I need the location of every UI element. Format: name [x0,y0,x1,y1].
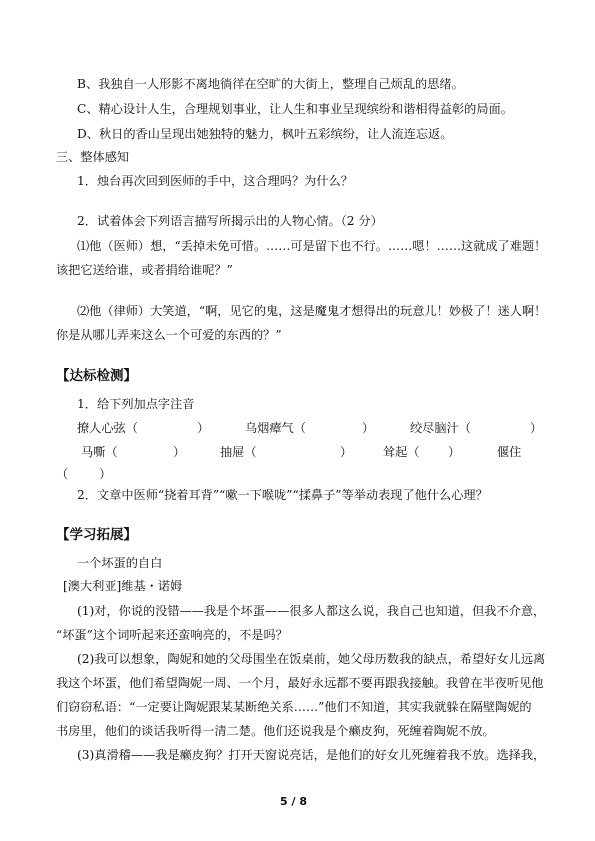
article-title: 一个坏蛋的自白 [77,556,163,570]
pinyin-item-1-close: ） [197,421,210,435]
section-3-question-2: 2．试着体会下列语言描写所揭示出的人物心情。（2 分） [77,214,383,228]
quote-lawyer-line-1: ⑵他（律师）大笑道，“啊，见它的鬼，这是魔鬼才想得出的玩意儿！妙极了！迷人啊！ [77,304,547,318]
article-author: [澳大利亚]维基・诺姆 [63,579,183,593]
pinyin-item-3-close: ） [530,421,543,435]
article-p2-line-4: 书房里，他们的谈话我听得一清二楚。他们还说我是个癞皮狗，死缠着陶妮不放。 [56,724,495,738]
quote-doctor-line-2: 该把它送给谁，或者捐给谁呢？” [56,263,233,277]
pinyin-item-6-close: ） [448,445,461,459]
pinyin-item-2-close: ） [362,421,375,435]
article-p3-line-1: (3)真滑稽——我是癞皮狗？打开天窗说亮话，是他们的好女儿死缠着我不放。选择我， [77,748,546,762]
quote-doctor-line-1: ⑴他（医师）想，“丢掉未免可惜。……可是留下也不行。……嗯！……这就成了难题！ [77,239,547,253]
pinyin-item-7-blank: （ ） [56,467,112,481]
dabiao-heading: 【达标检测】 [56,368,137,384]
pinyin-item-3: 绞尽脑汁（ [410,421,471,435]
dabiao-question-2: 2．文章中医师“挠着耳背”“嗽一下喉咙”“揉鼻子”等举动表现了他什么心理？ [77,488,488,502]
option-d: D、秋日的香山呈现出她独特的魅力，枫叶五彩缤纷，让人流连忘返。 [77,127,453,141]
pinyin-item-6: 耸起（ [383,445,420,459]
pinyin-item-5-close: ） [340,445,353,459]
option-c: C、精心设计人生，合理规划事业，让人生和事业呈现缤纷和谐相得益彰的局面。 [77,102,513,116]
section-3-title: 三、整体感知 [56,150,130,164]
pinyin-item-4: 马嘶（ [81,445,118,459]
dabiao-question-1: 1．给下列加点字注音 [77,397,195,411]
pinyin-item-1: 撩人心弦（ [77,421,138,435]
article-p1-line-2: “坏蛋”这个词听起来还蛮响亮的，不是吗？ [56,628,288,642]
pinyin-item-5: 抽屉（ [220,445,257,459]
article-p2-line-1: (2)我可以想象，陶妮和她的父母围坐在饭桌前，她父母历数我的缺点，希望好女儿远离 [77,652,546,666]
quote-lawyer-line-2: 你是从哪儿弄来这么一个可爱的东西的？” [56,328,282,342]
article-p2-line-3: 们窃窃私语：“一定要让陶妮跟某某断绝关系……”他们不知道，其实我就躲在隔壁陶妮的 [56,700,532,714]
pinyin-item-2: 乌烟瘴气（ [245,421,306,435]
section-3-question-1: 1．烛台再次回到医师的手中，这合理吗？为什么？ [77,174,353,188]
page-number: 5 / 8 [280,795,307,808]
article-p1-line-1: (1)对，你说的没错——我是个坏蛋——很多人都这么说，我自己也知道，但我不介意， [77,604,546,618]
pinyin-item-7: 偃住 [497,445,522,459]
pinyin-item-4-close: ） [173,445,186,459]
tuozhan-heading: 【学习拓展】 [56,527,137,543]
option-b: B、我独自一人形影不离地徜徉在空旷的大街上，整理自己烦乱的思绪。 [77,77,464,91]
article-p2-line-2: 我这个坏蛋，他们希望陶妮一周、一个月，最好永远都不要再跟我接触。我曾在半夜听见他 [56,676,544,690]
